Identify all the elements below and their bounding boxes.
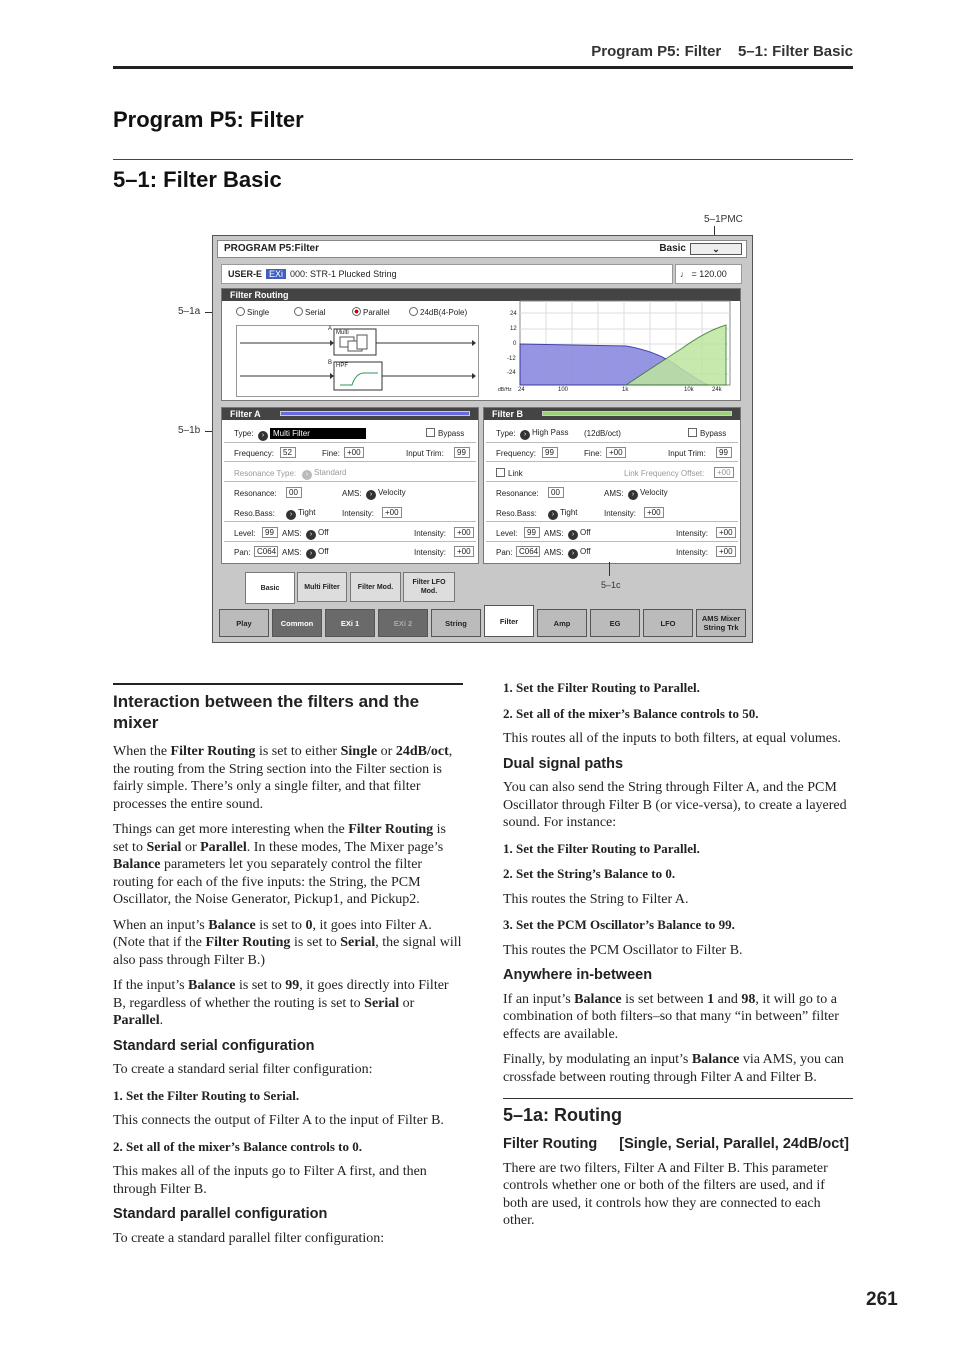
- divider: [486, 461, 738, 462]
- radio-icon: [294, 307, 303, 316]
- b-level-value[interactable]: 99: [524, 527, 540, 538]
- tempo-field[interactable]: ♩ = 120.00: [675, 264, 742, 284]
- routing-parallel[interactable]: Parallel: [352, 307, 390, 317]
- a-reso-bass-label: Reso.Bass:: [234, 509, 275, 518]
- paragraph: This connects the output of Filter A to the input of Filter B.: [113, 1113, 444, 1128]
- graph-x-tick: 24k: [712, 387, 722, 393]
- graph-x-tick: 100: [558, 387, 569, 393]
- routing-diagram: [236, 325, 479, 397]
- b-pan-ams-label: AMS:: [544, 548, 564, 557]
- paragraph: To create a standard parallel filter configuration:: [113, 1230, 385, 1246]
- b-trim-label: Input Trim:: [668, 449, 706, 458]
- filter-a-color-strip: [280, 411, 470, 416]
- b-type-label: Type:: [496, 429, 516, 438]
- divider: [224, 481, 476, 482]
- diagram-a-label: A: [328, 326, 333, 332]
- a-level-label: Level:: [234, 529, 256, 538]
- divider: [224, 541, 476, 542]
- a-res-type-label: Resonance Type:: [234, 469, 297, 478]
- step: 1. Set the Filter Routing to Serial.: [113, 1087, 300, 1103]
- routing-24db[interactable]: 24dB(4-Pole): [409, 307, 467, 317]
- section-title: 5–1: Filter Basic: [113, 167, 282, 192]
- parallel-heading: Standard parallel configuration: [113, 1206, 328, 1222]
- select-arrow-icon: ›: [258, 431, 268, 441]
- graph-y-tick: 24: [510, 311, 517, 317]
- param-heading: Filter Routing [Single, Serial, Parallel, 24dB/oct]: [503, 1136, 849, 1152]
- a-type-label: Type:: [234, 429, 254, 438]
- program-bank: USER-E: [228, 269, 263, 279]
- right-column: [503, 679, 853, 1238]
- b-pan-value[interactable]: C064: [516, 546, 540, 557]
- tab-string[interactable]: String: [431, 609, 481, 637]
- a-res-type-select[interactable]: › Standard: [302, 468, 346, 480]
- divider: [224, 521, 476, 522]
- b-intensity-value[interactable]: +00: [644, 507, 664, 518]
- b-link-checkbox[interactable]: Link: [496, 468, 523, 478]
- a-reso-bass-select[interactable]: › Tight: [286, 508, 316, 520]
- a-pan-value[interactable]: C064: [254, 546, 278, 557]
- callout-line: [609, 562, 610, 576]
- filter-b-color-strip: [542, 411, 732, 416]
- b-freq-label: Frequency:: [496, 449, 537, 458]
- a-level-int-label: Intensity:: [414, 529, 447, 538]
- graph-x-tick: 1k: [622, 387, 629, 393]
- tab-play[interactable]: Play: [219, 609, 269, 637]
- b-reso-bass-select[interactable]: › Tight: [548, 508, 578, 520]
- page-title: Program P5: Filter: [113, 107, 304, 132]
- tab-common[interactable]: Common: [272, 609, 322, 637]
- b-trim-value[interactable]: 99: [716, 447, 732, 458]
- paragraph: This routes all of the inputs to both filters, at equal volumes.: [503, 731, 841, 746]
- b-level-label: Level:: [496, 529, 518, 538]
- a-pan-ams-select[interactable]: › Off: [306, 547, 329, 559]
- filter-b-bar: Filter B: [484, 408, 740, 420]
- callout-pmc: 5–1PMC: [704, 214, 743, 225]
- paragraph: This routes the PCM Oscillator to Filter B.: [503, 942, 743, 958]
- a-ams-select[interactable]: › Velocity: [366, 488, 406, 500]
- select-arrow-icon: ›: [306, 530, 316, 540]
- divider: [224, 442, 476, 443]
- anywhere-heading: Anywhere in-between: [503, 967, 653, 983]
- divider: [486, 481, 738, 482]
- a-intensity-label: Intensity:: [342, 509, 375, 518]
- diagram-hpf-label: HPF: [336, 363, 348, 369]
- tab-lfo[interactable]: LFO: [643, 609, 693, 637]
- a-level-int-value[interactable]: +00: [454, 527, 474, 538]
- step: 1. Set the Filter Routing to Parallel.: [503, 840, 700, 856]
- subtab-multi-filter[interactable]: Multi Filter: [297, 572, 347, 602]
- a-fine-value[interactable]: +00: [344, 447, 364, 458]
- b-res-label: Resonance:: [496, 489, 539, 498]
- a-level-value[interactable]: 99: [262, 527, 278, 538]
- tab-exi2[interactable]: EXi 2: [378, 609, 428, 637]
- title-rule: [113, 159, 853, 160]
- paragraph: This makes all of the inputs go to Filter A first, and then through Filter B.: [113, 1164, 427, 1197]
- a-pan-label: Pan:: [234, 548, 251, 557]
- b-level-ams-label: AMS:: [544, 529, 564, 538]
- b-bypass-checkbox[interactable]: Bypass: [688, 428, 726, 438]
- routing-serial[interactable]: Serial: [294, 307, 325, 317]
- b-link-freq-value[interactable]: +00: [714, 467, 734, 478]
- diagram-b-label: B: [328, 360, 333, 366]
- a-intensity-value[interactable]: +00: [382, 507, 402, 518]
- paragraph: If the input’s Balance is set to 99, it goes directly into Filter B, regardless of whether the routing is set to Serial or Parallel.: [113, 978, 449, 1028]
- a-pan-int-value[interactable]: +00: [454, 546, 474, 557]
- b-ams-label: AMS:: [604, 489, 624, 498]
- serial-heading: Standard serial configuration: [113, 1037, 315, 1054]
- step: 2. Set the String’s Balance to 0.: [503, 866, 676, 881]
- graph-y-tick: -12: [507, 356, 516, 362]
- select-arrow-icon: ›: [286, 510, 296, 520]
- callout-1a: 5–1a: [178, 306, 201, 317]
- tab-eg[interactable]: EG: [590, 609, 640, 637]
- a-bypass-checkbox[interactable]: Bypass: [426, 428, 464, 438]
- select-arrow-icon: ›: [628, 490, 638, 500]
- tab-ams-mixer[interactable]: AMS Mixer String Trk: [696, 609, 746, 637]
- header-rule: [113, 66, 853, 69]
- b-link-freq-label: Link Frequency Offset:: [624, 469, 705, 478]
- b-type-select[interactable]: › High Pass: [520, 428, 568, 440]
- select-arrow-icon: ›: [306, 549, 316, 559]
- b-type-extra: (12dB/oct): [584, 429, 621, 438]
- screen-title-bar: [217, 240, 747, 258]
- b-level-ams-select[interactable]: › Off: [568, 528, 591, 540]
- exi-badge: EXi: [266, 269, 286, 279]
- subtab-filter-lfo-mod[interactable]: Filter LFO Mod.: [403, 572, 455, 602]
- paragraph: You can also send the String through Filter A, and the PCM Oscillator through Filter B (or vice-versa), to create a layered sound. For instance:: [503, 780, 847, 830]
- section-rule: [503, 1098, 853, 1099]
- graph-y-tick: 0: [513, 341, 517, 347]
- step: 2. Set all of the mixer’s Balance controls to 50.: [503, 705, 759, 721]
- program-filter-screenshot: [212, 235, 753, 643]
- select-arrow-icon: ›: [548, 510, 558, 520]
- left-column: [113, 683, 463, 1255]
- a-level-ams-select[interactable]: › Off: [306, 528, 329, 540]
- b-pan-ams-select[interactable]: › Off: [568, 547, 591, 559]
- graph-unit: dB/Hz: [498, 387, 512, 393]
- a-type-select[interactable]: › Multi Filter: [258, 428, 366, 441]
- select-arrow-icon: ›: [568, 530, 578, 540]
- a-pan-int-label: Intensity:: [414, 548, 447, 557]
- step: 2. Set all of the mixer’s Balance controls to 0.: [113, 1138, 362, 1154]
- b-fine-label: Fine:: [584, 449, 602, 458]
- page-select-label: Basic: [659, 243, 686, 254]
- a-trim-value[interactable]: 99: [454, 447, 470, 458]
- select-arrow-icon: ›: [520, 430, 530, 440]
- b-freq-value[interactable]: 99: [542, 447, 558, 458]
- select-arrow-icon: ›: [568, 549, 578, 559]
- radio-icon: [236, 307, 245, 316]
- divider: [224, 461, 476, 462]
- paragraph: This routes the String to Filter A.: [503, 891, 689, 907]
- b-intensity-label: Intensity:: [604, 509, 637, 518]
- b-fine-value[interactable]: +00: [606, 447, 626, 458]
- callout-1c: 5–1c: [601, 580, 621, 590]
- graph-x-tick: 24: [518, 387, 525, 393]
- filter-response-graph: [496, 299, 736, 399]
- tab-exi1[interactable]: EXi 1: [325, 609, 375, 637]
- paragraph: When an input’s Balance is set to 0, it goes into Filter A. (Note that if the Filter Routing is set to Serial, the signal will also pass through Filter B.): [113, 917, 462, 968]
- subtab-basic[interactable]: Basic: [245, 572, 295, 604]
- routing-single[interactable]: Single: [236, 307, 269, 317]
- interaction-heading: Interaction between the filters and the mixer: [113, 692, 420, 732]
- filter-a-panel: [221, 407, 479, 564]
- diagram-multi-label: Multi: [336, 330, 349, 336]
- paragraph: To create a standard serial filter configuration:: [113, 1062, 373, 1077]
- paragraph: Things can get more interesting when the Filter Routing is set to Serial or Parallel. In these modes, The Mixer page’s Balance parameters let you separately control the filter routing for each of the five inputs: the String, the PCM Oscillator, the Noise Generator, Pickup1, and Pickup2.: [113, 822, 446, 907]
- page-select-dropdown[interactable]: [690, 243, 742, 255]
- b-level-int-value[interactable]: +00: [716, 527, 736, 538]
- divider: [486, 521, 738, 522]
- subtab-filter-mod[interactable]: Filter Mod.: [350, 572, 401, 602]
- b-ams-select[interactable]: › Velocity: [628, 488, 668, 500]
- b-pan-int-label: Intensity:: [676, 548, 709, 557]
- a-res-value[interactable]: 00: [286, 487, 302, 498]
- filter-routing-bar: Filter Routing: [222, 289, 740, 301]
- radio-selected-icon: [352, 307, 361, 316]
- program-name: 000: STR-1 Plucked String: [290, 269, 397, 279]
- paragraph: If an input’s Balance is set between 1 and 98, it will go to a combination of both filters–so that many “in between” filter effects are available.: [503, 991, 839, 1042]
- filter-b-panel: [483, 407, 741, 564]
- b-pan-int-value[interactable]: +00: [716, 546, 736, 557]
- screen-title: PROGRAM P5:Filter: [224, 243, 320, 254]
- tab-filter[interactable]: Filter: [484, 605, 534, 637]
- paragraph: When the Filter Routing is set to either Single or 24dB/oct, the routing from the String section into the Filter section is fairly simple. There’s only a single filter, and that filter processes the entire sound.: [113, 744, 453, 812]
- graph-x-tick: 10k: [684, 387, 694, 393]
- select-arrow-icon: ›: [366, 490, 376, 500]
- b-reso-bass-label: Reso.Bass:: [496, 509, 537, 518]
- b-level-int-label: Intensity:: [676, 529, 709, 538]
- filter-routing-panel: [221, 288, 741, 401]
- step: 1. Set the Filter Routing to Parallel.: [503, 680, 700, 695]
- b-pan-label: Pan:: [496, 548, 513, 557]
- select-arrow-icon: ›: [302, 470, 312, 480]
- divider: [486, 442, 738, 443]
- a-level-ams-label: AMS:: [282, 529, 302, 538]
- a-trim-label: Input Trim:: [406, 449, 444, 458]
- page-number: 261: [866, 1289, 898, 1310]
- divider: [486, 541, 738, 542]
- routing-heading: 5–1a: Routing: [503, 1105, 623, 1125]
- section-rule: [113, 683, 463, 685]
- step: 3. Set the PCM Oscillator’s Balance to 99.: [503, 917, 735, 932]
- graph-y-tick: -24: [507, 370, 516, 376]
- a-freq-value[interactable]: 52: [280, 447, 296, 458]
- program-select[interactable]: [221, 264, 673, 284]
- paragraph: There are two filters, Filter A and Filter B. This parameter controls whether one or both of the filters are used, and if both are used, it controls how they are connected to each other.: [503, 1160, 828, 1228]
- filter-a-bar: Filter A: [222, 408, 478, 420]
- a-pan-ams-label: AMS:: [282, 548, 302, 557]
- a-res-label: Resonance:: [234, 489, 277, 498]
- callout-1b: 5–1b: [178, 425, 201, 436]
- radio-icon: [409, 307, 418, 316]
- b-res-value[interactable]: 00: [548, 487, 564, 498]
- a-freq-label: Frequency:: [234, 449, 275, 458]
- tab-amp[interactable]: Amp: [537, 609, 587, 637]
- dual-heading: Dual signal paths: [503, 755, 624, 772]
- graph-y-tick: 12: [510, 326, 517, 332]
- a-fine-label: Fine:: [322, 449, 340, 458]
- a-ams-label: AMS:: [342, 489, 362, 498]
- running-header: Program P5: Filter 5–1: Filter Basic: [591, 43, 853, 60]
- paragraph: Finally, by modulating an input’s Balance via AMS, you can crossfade between routing through Filter A and Filter B.: [503, 1052, 844, 1085]
- chevron-down-icon: ⌄: [712, 244, 720, 254]
